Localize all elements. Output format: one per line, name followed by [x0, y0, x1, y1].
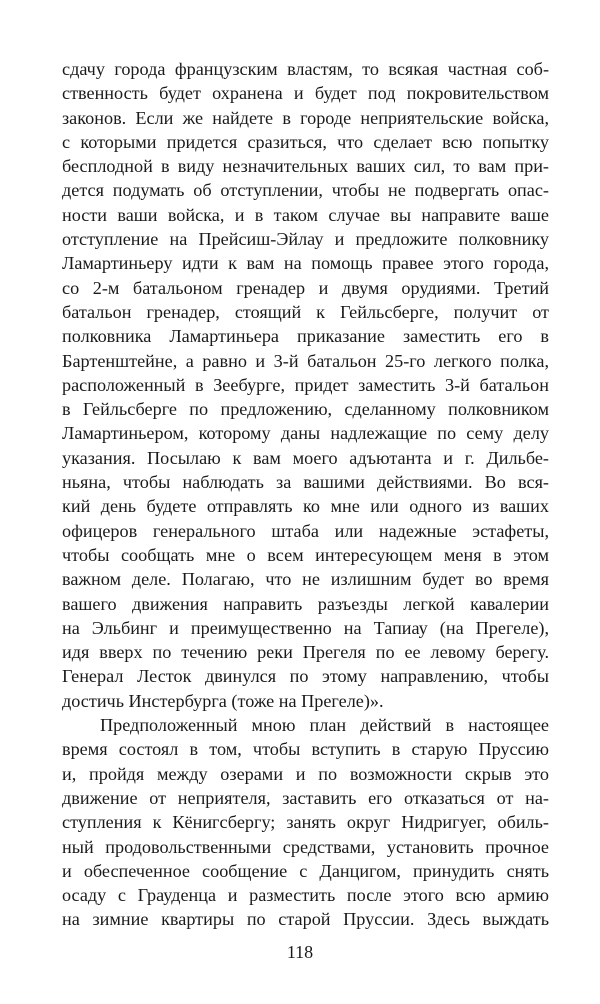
text-line: ности ваши войска, и в таком случае вы направите ваше	[62, 204, 549, 225]
text-line: дется подумать об отступлении, чтобы не подвергать опас-	[62, 180, 549, 201]
text-line: важном деле. Полагаю, что не излишним будет во время	[62, 569, 549, 590]
text-line: ственность будет охранена и будет под покровительством	[62, 83, 549, 104]
text-line: и обеспеченное сообщение с Данцигом, принудить снять	[62, 860, 549, 881]
text-line: отступление на Прейсиш-Эйлау и предложите полковнику	[62, 229, 549, 250]
text-line: чтобы сообщать мне о всем интересующем меня в этом	[62, 544, 549, 565]
page-number: 118	[286, 942, 314, 962]
text-line: офицеров генерального штаба или надежные эстафеты,	[62, 520, 549, 541]
text-line: на зимние квартиры по старой Пруссии. Здесь выждать	[62, 909, 549, 930]
text-line: ный продовольственными средствами, установить прочное	[62, 836, 549, 857]
text-line: в Гейльсберге по предложению, сделанному полковником	[62, 399, 549, 420]
paragraph	[62, 57, 549, 713]
text-line: полковника Ламартиньера приказание заместить его в	[62, 326, 549, 347]
text-line: сдачу города французским властям, то всякая частная соб-	[62, 59, 549, 79]
page-body	[62, 57, 549, 932]
text-line: законов. Если же найдете в городе неприятельские войска,	[62, 107, 549, 128]
text-line: Предположенный мною план действий в настоящее	[100, 715, 549, 736]
text-line: ступления к Кёнигсбергу; занять округ Нидригуег, обиль-	[62, 812, 549, 833]
text-line: кий день будете отправлять ко мне или одного из ваших	[62, 496, 549, 517]
text-line: вашего движения направить разъезды легкой кавалерии	[62, 593, 549, 614]
paragraph	[62, 713, 549, 932]
text-line: Ламартиньером, которому даны надлежащие по сему делу	[62, 423, 549, 444]
text-line: осаду с Грауденца и разместить после этого всю армию	[62, 885, 549, 906]
text-line: время состоял в том, чтобы вступить в старую Пруссию	[62, 739, 549, 760]
text-line: указания. Посылаю к вам моего адъютанта и г. Дильбе-	[62, 447, 549, 468]
text-line: движение от неприятеля, заставить его отказаться от на-	[62, 787, 549, 808]
text-line: Генерал Лесток двинулся по этому направлению, чтобы	[62, 666, 549, 687]
text-line: идя вверх по течению реки Прегеля по ее левому берегу.	[62, 642, 549, 663]
text-line: бесплодной в виду незначительных ваших сил, то вам при-	[62, 156, 549, 177]
text-line: Бартенштейне, а равно и 3-й батальон 25-го легкого полка,	[62, 350, 549, 371]
text-line: батальон гренадер, стоящий к Гейльсберге, получит от	[62, 301, 549, 322]
text-line: Ламартиньеру идти к вам на помощь правее этого города,	[62, 253, 549, 274]
text-line: с которыми придется сразиться, что сделает всю попытку	[62, 131, 549, 152]
text-line: со 2-м батальоном гренадер и двумя орудиями. Третий	[62, 277, 549, 298]
text-line: на Эльбинг и преимущественно на Тапиау (на Прегеле),	[62, 617, 549, 638]
text-line: ньяна, чтобы наблюдать за вашими действиями. Во вся-	[62, 472, 549, 493]
text-line: достичь Инстербурга (тоже на Прегеле)».	[62, 690, 384, 711]
text-line: расположенный в Зеебурге, придет заместить 3-й батальон	[62, 374, 549, 395]
text-line: и, пройдя между озерами и по возможности скрыв это	[62, 763, 549, 784]
